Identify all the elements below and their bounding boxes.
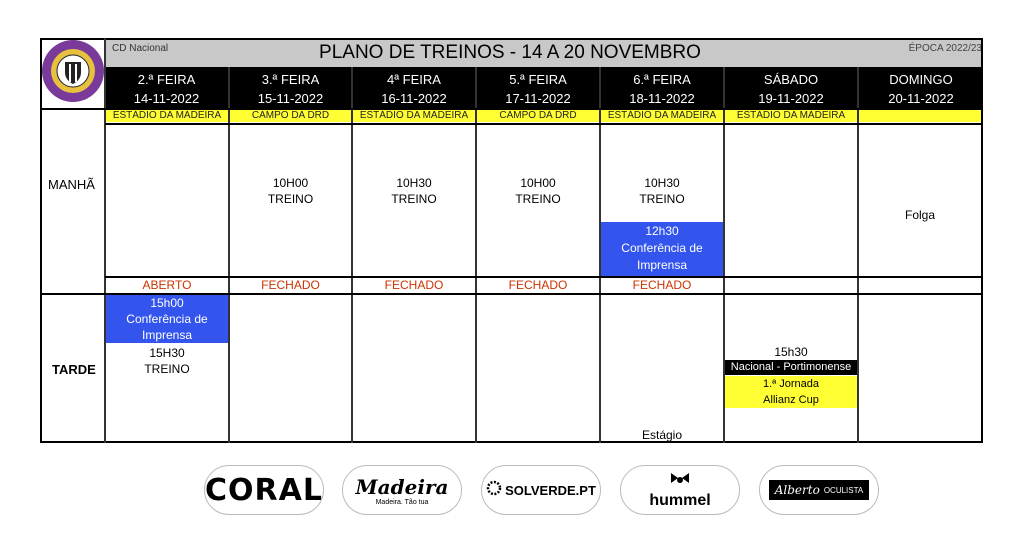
sponsor-madeira	[342, 465, 462, 515]
press-time: 15h00	[150, 296, 184, 310]
sponsor-hummel	[620, 465, 740, 515]
day-date: 18-11-2022	[629, 91, 695, 106]
session-time: 10H30	[644, 176, 680, 190]
session-label: TREINO	[267, 192, 314, 206]
round-label: 1.ª Jornada	[762, 378, 820, 390]
press-line2: Imprensa	[141, 328, 193, 342]
press-conference-mon	[106, 295, 228, 343]
press-line1: Conferência de	[621, 241, 703, 255]
match-label: Nacional - Portimonense	[725, 360, 857, 375]
day-name: 4ª FEIRA	[387, 72, 441, 87]
session-time: 15H30	[149, 346, 185, 360]
day-date: 15-11-2022	[257, 91, 324, 106]
session-morning: MANHÃ	[48, 177, 95, 192]
row-divider	[105, 123, 983, 125]
status-label: FECHADO	[632, 278, 692, 292]
status-label: FECHADO	[261, 278, 320, 292]
day-date: 20-11-2022	[888, 91, 954, 106]
venue-label	[859, 110, 981, 122]
press-line1: Conferência de	[126, 312, 208, 326]
venue-label: ESTÁDIO DA MADEIRA	[106, 110, 228, 122]
season-label: ÉPOCA 2022/23	[908, 43, 982, 54]
venue-label: ESTÁDIO DA MADEIRA	[601, 110, 723, 122]
day-name: 5.ª FEIRA	[509, 72, 567, 87]
venue-label: CAMPO DA DRD	[477, 110, 599, 122]
press-time: 12h30	[645, 224, 679, 238]
page-title: PLANO DE TREINOS - 14 A 20 NOVEMBRO	[319, 42, 701, 63]
session-afternoon: TARDE	[52, 362, 96, 377]
sponsor-coral	[204, 465, 324, 515]
session-time: 10H30	[396, 176, 432, 190]
session-label: TREINO	[391, 192, 437, 206]
solverde-logo-text: SOLVERDE.PT	[505, 482, 596, 498]
hummel-logo-text: hummel	[649, 491, 711, 509]
session-label: TREINO	[515, 192, 561, 206]
morning-thu	[477, 175, 599, 207]
match-round	[725, 376, 857, 408]
venue-label: ESTÁDIO DA MADEIRA	[725, 110, 857, 122]
session-label: TREINO	[639, 192, 685, 206]
coral-logo-text: CORAL	[205, 472, 323, 508]
day-date: 14-11-2022	[133, 91, 200, 106]
sponsor-solverde	[481, 465, 601, 515]
session-time: 10H00	[272, 176, 309, 190]
day-date: 19-11-2022	[758, 91, 824, 106]
day-date: 16-11-2022	[381, 91, 447, 106]
day-date: 17-11-2022	[505, 91, 571, 106]
afternoon-mon	[106, 345, 228, 377]
alberto-logo-text: Alberto	[774, 483, 820, 497]
day-name: 3.ª FEIRA	[261, 72, 320, 87]
morning-tue	[230, 175, 351, 207]
press-conference-fri	[601, 222, 723, 276]
alberto-tagline: OCULISTA	[823, 485, 864, 495]
morning-fri	[601, 175, 723, 207]
club-name: CD Nacional	[112, 43, 169, 54]
match-time: 15h30	[774, 345, 808, 359]
day-name: 6.ª FEIRA	[633, 72, 691, 87]
status-label: FECHADO	[508, 278, 568, 292]
competition-label: Allianz Cup	[763, 394, 819, 406]
sponsor-alberto	[759, 465, 879, 515]
day-name: 2.ª FEIRA	[137, 72, 196, 87]
morning-sun: Folga	[904, 208, 936, 222]
hummel-bee-icon	[669, 471, 691, 492]
session-label: TREINO	[144, 362, 190, 376]
morning-wed	[353, 175, 475, 207]
alberto-logo-box	[769, 480, 870, 500]
venue-label: ESTÁDIO DA MADEIRA	[353, 110, 475, 122]
solverde-sun-icon	[486, 480, 502, 501]
madeira-logo-text: Madeira	[355, 474, 449, 499]
session-time: 10H00	[520, 176, 556, 190]
venue-label: CAMPO DA DRD	[230, 110, 351, 122]
status-label: FECHADO	[384, 278, 444, 292]
press-line2: Imprensa	[636, 258, 688, 272]
day-name: DOMINGO	[889, 72, 953, 87]
status-label: ABERTO	[142, 278, 192, 292]
day-name: SÁBADO	[763, 72, 819, 87]
afternoon-fri: Estágio	[641, 428, 683, 442]
madeira-tagline: Madeira. Tão tua	[375, 498, 429, 506]
